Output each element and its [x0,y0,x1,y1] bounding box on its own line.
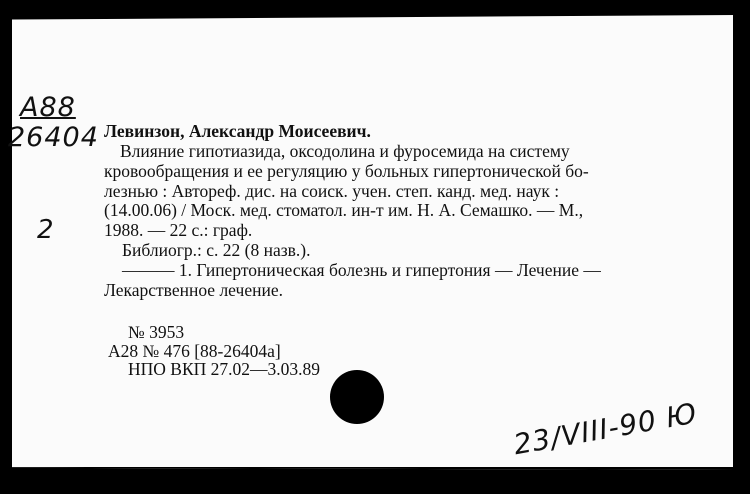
card-bottom-edge [12,467,736,470]
margin-mark: 2 [37,215,55,245]
handwritten-signature: 23/VIII-90 Ю [511,396,700,462]
title-line-4: (14.00.06) / Моск. мед. стоматол. ин-т им. Н. А. Семашко. — М., [104,200,584,220]
subject-heading-line1: ——— 1. Гипертоническая болезнь и гипертония — Лечение — [122,260,601,280]
title-line-2: кровообращения и ее регуляцию у больных гипертонической бо- [104,161,589,181]
title-line-3: лезнью : Автореф. дис. на соиск. учен. степ. канд. мед. наук : [104,181,560,201]
npo-line: НПО ВКП 27.02—3.03.89 [128,359,321,379]
shelfmark-line2: 26404 [8,122,99,153]
bibliography-note: Библиогр.: с. 22 (8 назв.). [122,240,311,260]
punch-hole [330,370,384,424]
shelfmark-line1: A88 [20,92,76,123]
subject-heading-line2: Лекарственное лечение. [104,280,283,300]
record-code: А28 № 476 [88-26404а] [108,341,281,361]
card-edge-shadow [733,15,736,470]
title-line-5: 1988. — 22 с.: граф. [104,220,253,240]
author-name: Левинзон, Александр Моисеевич. [104,121,371,141]
record-number: № 3953 [128,322,185,342]
title-line-1: Влияние гипотиазида, оксодолина и фуросемида на систему [120,141,570,161]
